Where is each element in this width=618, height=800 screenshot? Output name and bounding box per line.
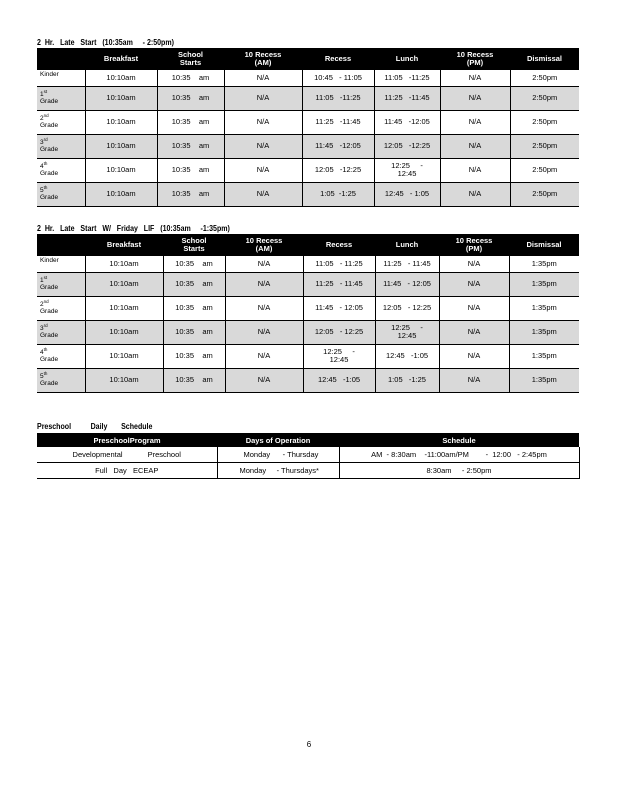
- recess-am-cell: N/A: [224, 70, 302, 86]
- recess-cell: 12:25 - 12:45: [303, 344, 375, 368]
- recess-am-cell: N/A: [225, 344, 303, 368]
- schedule-row: [37, 320, 579, 344]
- grade-label: Kinder: [40, 71, 59, 78]
- grade-cell: [37, 368, 85, 392]
- breakfast-cell: 10:10am: [85, 134, 157, 158]
- breakfast-cell: 10:10am: [85, 296, 163, 320]
- recess-pm-cell: N/A: [440, 110, 510, 134]
- column-header: Dismissal: [509, 234, 579, 256]
- column-header: Lunch: [374, 48, 440, 70]
- dismissal-cell: 1:35pm: [509, 296, 579, 320]
- preschool-row: [37, 447, 579, 463]
- recess-am-cell: N/A: [225, 368, 303, 392]
- page-number: 6: [306, 740, 312, 749]
- breakfast-cell: 10:10am: [85, 272, 163, 296]
- recess-am-cell: N/A: [225, 296, 303, 320]
- recess-pm-cell: N/A: [439, 344, 509, 368]
- column-header: [37, 48, 85, 70]
- recess-pm-cell: N/A: [439, 296, 509, 320]
- lunch-cell: 11:45 -12:05: [374, 110, 440, 134]
- lunch-cell: 11:45 - 12:05: [375, 272, 439, 296]
- recess-pm-cell: N/A: [439, 320, 509, 344]
- grade-cell: [37, 296, 85, 320]
- recess-am-cell: N/A: [224, 110, 302, 134]
- schedule-row: [37, 158, 579, 182]
- recess-am-cell: N/A: [225, 272, 303, 296]
- column-header: Lunch: [375, 234, 439, 256]
- grade-ordinal-suffix: st: [43, 88, 48, 94]
- late-start-friday-title: 2 Hr. Late Start W/ Friday LIF (10:35am -1:35pm): [37, 224, 230, 233]
- grade-cell: [37, 86, 85, 110]
- grade-ordinal-suffix: st: [43, 274, 48, 280]
- grade-number: 4: [40, 162, 44, 170]
- column-header: [37, 234, 85, 256]
- school-starts-cell: 10:35 am: [163, 368, 225, 392]
- dismissal-cell: 2:50pm: [510, 182, 579, 206]
- lunch-cell: 11:05 -11:25: [374, 70, 440, 86]
- preschool-days-cell: Monday - Thursdays*: [217, 463, 339, 479]
- grade-ordinal-suffix: nd: [43, 112, 49, 118]
- lunch-cell: 12:45 -1:05: [375, 344, 439, 368]
- grade-cell: [37, 256, 85, 272]
- breakfast-cell: 10:10am: [85, 158, 157, 182]
- column-header: School Starts: [157, 48, 224, 70]
- grade-label: Grade: [40, 308, 59, 315]
- preschool-header-program: PreschoolProgram: [37, 433, 217, 447]
- grade-ordinal-suffix: th: [43, 160, 48, 166]
- grade-number: 2: [40, 300, 44, 308]
- schedule-row: [37, 86, 579, 110]
- column-header: Breakfast: [85, 48, 157, 70]
- dismissal-cell: 2:50pm: [510, 86, 579, 110]
- breakfast-cell: 10:10am: [85, 182, 157, 206]
- schedule-row: [37, 368, 579, 392]
- schedule-row: [37, 70, 579, 86]
- recess-pm-cell: N/A: [440, 70, 510, 86]
- recess-pm-cell: N/A: [440, 134, 510, 158]
- lunch-cell: 1:05 -1:25: [375, 368, 439, 392]
- school-starts-cell: 10:35 am: [163, 344, 225, 368]
- grade-ordinal-suffix: nd: [43, 298, 49, 304]
- lunch-cell: 11:25 - 11:45: [375, 256, 439, 272]
- school-starts-cell: 10:35 am: [157, 134, 224, 158]
- school-starts-cell: 10:35 am: [163, 296, 225, 320]
- recess-pm-cell: N/A: [440, 158, 510, 182]
- recess-am-cell: N/A: [224, 182, 302, 206]
- recess-am-cell: N/A: [224, 158, 302, 182]
- column-header: Dismissal: [510, 48, 579, 70]
- preschool-header-days: Days of Operation: [217, 433, 339, 447]
- grade-label: Grade: [40, 122, 59, 129]
- breakfast-cell: 10:10am: [85, 368, 163, 392]
- lunch-cell: 11:25 -11:45: [374, 86, 440, 110]
- grade-label: Grade: [40, 170, 59, 177]
- grade-number: 5: [40, 372, 44, 380]
- lunch-cell: 12:25 - 12:45: [375, 320, 439, 344]
- recess-cell: 11:05 -11:25: [302, 86, 374, 110]
- recess-am-cell: N/A: [224, 86, 302, 110]
- recess-cell: 11:25 - 11:45: [303, 272, 375, 296]
- recess-cell: 11:25 -11:45: [302, 110, 374, 134]
- column-header: 10 Recess (AM): [225, 234, 303, 256]
- dismissal-cell: 1:35pm: [509, 320, 579, 344]
- recess-cell: 11:45 -12:05: [302, 134, 374, 158]
- schedule-row: [37, 256, 579, 272]
- grade-cell: [37, 182, 85, 206]
- column-header: 10 Recess (PM): [440, 48, 510, 70]
- dismissal-cell: 1:35pm: [509, 272, 579, 296]
- grade-number: 4: [40, 348, 44, 356]
- breakfast-cell: 10:10am: [85, 320, 163, 344]
- grade-label: Grade: [40, 332, 59, 339]
- breakfast-cell: 10:10am: [85, 344, 163, 368]
- school-starts-cell: 10:35 am: [157, 70, 224, 86]
- schedule-row: [37, 182, 579, 206]
- recess-pm-cell: N/A: [440, 86, 510, 110]
- grade-cell: [37, 320, 85, 344]
- breakfast-cell: 10:10am: [85, 86, 157, 110]
- column-header: 10 Recess (AM): [224, 48, 302, 70]
- recess-cell: 11:45 - 12:05: [303, 296, 375, 320]
- school-starts-cell: 10:35 am: [163, 272, 225, 296]
- grade-number: 1: [40, 90, 44, 98]
- grade-cell: [37, 70, 85, 86]
- grade-number: 1: [40, 276, 44, 284]
- grade-ordinal-suffix: th: [43, 346, 48, 352]
- dismissal-cell: 1:35pm: [509, 344, 579, 368]
- preschool-days-cell: Monday - Thursday: [217, 447, 339, 463]
- school-starts-cell: 10:35 am: [157, 182, 224, 206]
- recess-pm-cell: N/A: [439, 256, 509, 272]
- column-header: 10 Recess (PM): [439, 234, 509, 256]
- recess-cell: 10:45 - 11:05: [302, 70, 374, 86]
- grade-label: Grade: [40, 98, 59, 105]
- preschool-schedule-cell: AM - 8:30am -11:00am/PM - 12:00 - 2:45pm: [339, 447, 579, 463]
- preschool-header-row: [37, 433, 579, 447]
- grade-cell: [37, 110, 85, 134]
- late-start-friday-schedule-table: [37, 234, 579, 393]
- dismissal-cell: 1:35pm: [509, 256, 579, 272]
- schedule-row: [37, 134, 579, 158]
- late-start-title: 2 Hr. Late Start (10:35am - 2:50pm): [37, 38, 174, 47]
- column-header: Recess: [303, 234, 375, 256]
- dismissal-cell: 2:50pm: [510, 70, 579, 86]
- lunch-cell: 12:05 -12:25: [374, 134, 440, 158]
- grade-cell: [37, 344, 85, 368]
- grade-label: Grade: [40, 194, 59, 201]
- lunch-cell: 12:25 - 12:45: [374, 158, 440, 182]
- column-header: School Starts: [163, 234, 225, 256]
- grade-ordinal-suffix: rd: [43, 322, 48, 328]
- preschool-title: Preschool Daily Schedule: [37, 422, 153, 431]
- school-starts-cell: 10:35 am: [157, 158, 224, 182]
- schedule-row: [37, 344, 579, 368]
- grade-label: Grade: [40, 380, 59, 387]
- recess-cell: 1:05 -1:25: [302, 182, 374, 206]
- grade-number: 3: [40, 324, 44, 332]
- schedule-row: [37, 110, 579, 134]
- lunch-cell: 12:05 - 12:25: [375, 296, 439, 320]
- grade-cell: [37, 272, 85, 296]
- recess-cell: 12:05 - 12:25: [303, 320, 375, 344]
- grade-ordinal-suffix: th: [43, 184, 48, 190]
- column-header: Breakfast: [85, 234, 163, 256]
- grade-label: Kinder: [40, 257, 59, 264]
- dismissal-cell: 2:50pm: [510, 110, 579, 134]
- recess-cell: 12:05 -12:25: [302, 158, 374, 182]
- grade-cell: [37, 158, 85, 182]
- breakfast-cell: 10:10am: [85, 70, 157, 86]
- recess-pm-cell: N/A: [439, 272, 509, 296]
- school-starts-cell: 10:35 am: [157, 110, 224, 134]
- grade-label: Grade: [40, 284, 59, 291]
- grade-number: 3: [40, 138, 44, 146]
- schedule-row: [37, 296, 579, 320]
- late-start-schedule-table: [37, 48, 579, 207]
- preschool-program-cell: Developmental Preschool: [37, 447, 217, 463]
- grade-cell: [37, 134, 85, 158]
- school-starts-cell: 10:35 am: [163, 320, 225, 344]
- recess-am-cell: N/A: [224, 134, 302, 158]
- header-row: [37, 48, 579, 70]
- grade-number: 2: [40, 114, 44, 122]
- recess-cell: 12:45 -1:05: [303, 368, 375, 392]
- grade-ordinal-suffix: rd: [43, 136, 48, 142]
- lunch-cell: 12:45 - 1:05: [374, 182, 440, 206]
- grade-number: 5: [40, 186, 44, 194]
- grade-label: Grade: [40, 146, 59, 153]
- preschool-row: [37, 463, 579, 479]
- breakfast-cell: 10:10am: [85, 256, 163, 272]
- recess-am-cell: N/A: [225, 320, 303, 344]
- column-header: Recess: [302, 48, 374, 70]
- preschool-program-cell: Full Day ECEAP: [37, 463, 217, 479]
- recess-pm-cell: N/A: [439, 368, 509, 392]
- grade-ordinal-suffix: th: [43, 370, 48, 376]
- recess-cell: 11:05 - 11:25: [303, 256, 375, 272]
- preschool-schedule-table: [37, 433, 580, 479]
- preschool-schedule-cell: 8:30am - 2:50pm: [339, 463, 579, 479]
- school-starts-cell: 10:35 am: [157, 86, 224, 110]
- dismissal-cell: 1:35pm: [509, 368, 579, 392]
- schedule-row: [37, 272, 579, 296]
- recess-pm-cell: N/A: [440, 182, 510, 206]
- preschool-header-schedule: Schedule: [339, 433, 579, 447]
- breakfast-cell: 10:10am: [85, 110, 157, 134]
- dismissal-cell: 2:50pm: [510, 134, 579, 158]
- grade-label: Grade: [40, 356, 59, 363]
- header-row: [37, 234, 579, 256]
- recess-am-cell: N/A: [225, 256, 303, 272]
- school-starts-cell: 10:35 am: [163, 256, 225, 272]
- dismissal-cell: 2:50pm: [510, 158, 579, 182]
